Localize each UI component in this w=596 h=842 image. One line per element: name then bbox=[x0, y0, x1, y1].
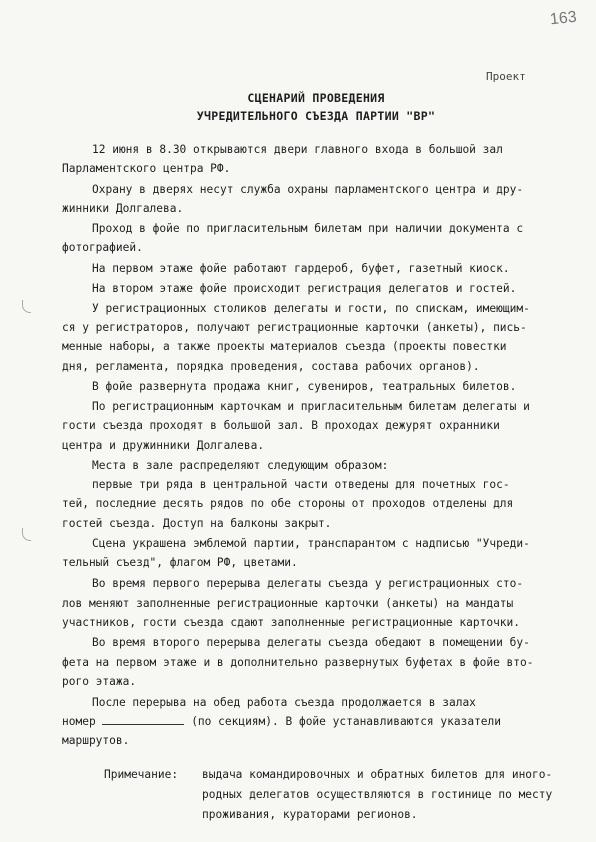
body-line: тельный съезд", флагом РФ, цветами. bbox=[62, 556, 298, 569]
note-line: выдача командировочных и обратных билетов для иного- bbox=[202, 768, 553, 781]
draft-label: Проект bbox=[486, 70, 526, 83]
title-line-2: УЧРЕДИТЕЛЬНОГО СЪЕЗДА ПАРТИИ "ВР" bbox=[196, 109, 436, 123]
body-line: Парламентского центра РФ. bbox=[62, 162, 231, 175]
body-line: Охрану в дверях несут служба охраны парламентского центра и дру- bbox=[92, 183, 524, 196]
blank-field bbox=[102, 715, 184, 725]
body-line: Во время первого перерыва делегаты съезда у регистрационных сто- bbox=[92, 577, 524, 590]
body-line: рого этажа. bbox=[62, 675, 137, 688]
body-line: участников, гости съезда сдают заполненные регистрационные карточки. bbox=[62, 616, 521, 629]
body-line: жинники Долгалева. bbox=[62, 202, 184, 215]
body-line: центра и дружинники Долгалева. bbox=[62, 439, 265, 452]
body-line: У регистрационных столиков делегаты и гости, по спискам, имеющим- bbox=[92, 302, 530, 315]
body-line: На втором этаже фойе происходит регистрация делегатов и гостей. bbox=[92, 282, 517, 295]
body-line: По регистрационным карточкам и пригласительным билетам делегаты и bbox=[92, 400, 530, 413]
body-line: гостей съезда. Доступ на балконы закрыт. bbox=[62, 517, 332, 530]
blank-prefix: номер bbox=[62, 715, 96, 728]
body-line: лов меняют заполненные регистрационные карточки (анкеты) на мандаты bbox=[62, 597, 514, 610]
body-line: первые три ряда в центральной части отведены для почетных гос- bbox=[92, 478, 510, 491]
body-line: менные наборы, а также проекты материалов съезда (проекты повестки bbox=[62, 340, 507, 353]
body-line: В фойе развернута продажа книг, сувениров, театральных билетов. bbox=[92, 380, 517, 393]
body-line: Во время второго перерыва делегаты съезда обедают в помещении бу- bbox=[92, 636, 530, 649]
blank-suffix: (по секциям). В фойе устанавливаются указатели bbox=[191, 715, 502, 728]
note-label: Примечание: bbox=[104, 768, 179, 781]
body-line: дня, регламента, порядка проведения, состава рабочих органов). bbox=[62, 360, 480, 373]
body-line: фотографией. bbox=[62, 241, 143, 254]
title-line-1: СЦЕНАРИЙ ПРОВЕДЕНИЯ bbox=[247, 91, 385, 105]
page-number: 163 bbox=[549, 8, 578, 29]
body-line: тей, последние десять рядов по обе стороны от проходов отделены для bbox=[62, 497, 514, 510]
body-line: На первом этаже фойе работают гардероб, буфет, газетный киоск. bbox=[92, 262, 510, 275]
body-line: Места в зале распределяют следующим образом: bbox=[92, 459, 389, 472]
margin-mark bbox=[22, 300, 31, 313]
body-line: гости съезда проходят в большой зал. В проходах дежурят охранники bbox=[62, 419, 500, 432]
body-line-with-blank bbox=[62, 715, 501, 729]
body-line: Проход в фойе по пригласительным билетам при наличии документа с bbox=[92, 222, 524, 235]
note-line: проживания, кураторами регионов. bbox=[202, 808, 418, 821]
body-line: 12 июня в 8.30 открываются двери главного входа в большой зал bbox=[92, 143, 503, 156]
body-line: Сцена украшена эмблемой партии, транспарантом с надписью "Учреди- bbox=[92, 537, 530, 550]
body-line: После перерыва на обед работа съезда продолжается в залах bbox=[92, 696, 476, 709]
note-line: родных делегатов осуществляются в гостинице по месту bbox=[202, 788, 553, 801]
body-line: фета на первом этаже и в дополнительно развернутых буфетах в фойе вто- bbox=[62, 656, 534, 669]
margin-mark bbox=[22, 528, 31, 541]
body-line: ся у регистраторов, получают регистрационные карточки (анкеты), пись- bbox=[62, 321, 527, 334]
body-line: маршрутов. bbox=[62, 734, 130, 747]
